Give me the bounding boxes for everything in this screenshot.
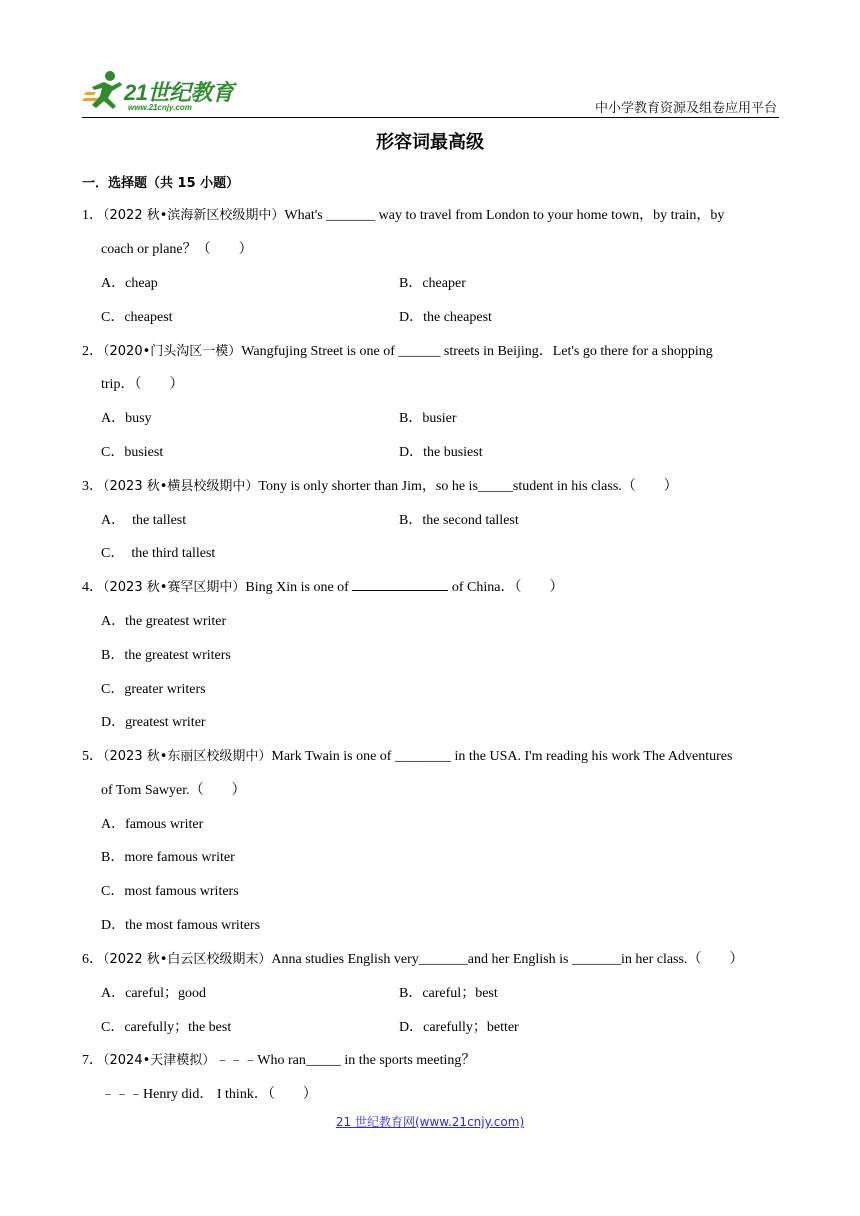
- page-title: 形容词最高级: [376, 132, 484, 153]
- question-source: （2022 秋•滨海新区校级期中）: [103, 208, 285, 223]
- question-number: 4．: [82, 580, 103, 595]
- option-b[interactable]: B．more famous writer: [101, 850, 235, 865]
- question-source: （2023 秋•赛罕区期中）: [103, 580, 246, 595]
- platform-name: 中小学教育资源及组卷应用平台: [594, 101, 777, 116]
- logo-text: 21世纪教育: [124, 80, 234, 105]
- question-text-continued: ﹣﹣﹣Henry did． I think．（ ）: [101, 1087, 317, 1102]
- question-text-end: of China．（ ）: [451, 580, 564, 595]
- option-a[interactable]: A．the greatest writer: [101, 614, 227, 629]
- option-a[interactable]: A． the tallest: [101, 513, 187, 528]
- question-text-continued: trip．（ ）: [101, 377, 184, 392]
- option-c[interactable]: C．busiest: [101, 445, 164, 460]
- question-number: 2．: [82, 344, 103, 359]
- question-source: （2024•天津模拟）: [103, 1053, 216, 1068]
- question-text: ﹣﹣﹣Who ran_____ in the sports meeting？: [215, 1053, 476, 1068]
- question-number: 5．: [82, 749, 103, 764]
- question-7: [82, 1049, 475, 1069]
- option-c[interactable]: C． the third tallest: [101, 546, 216, 561]
- option-b[interactable]: B．busier: [399, 411, 457, 426]
- question-2: [82, 340, 713, 360]
- question-source: （2023 秋•东丽区校级期中）: [103, 749, 272, 764]
- option-c[interactable]: C．most famous writers: [101, 884, 239, 899]
- option-a[interactable]: A．famous writer: [101, 817, 204, 832]
- option-b[interactable]: B．the second tallest: [399, 513, 519, 528]
- question-text: Bing Xin is one of: [245, 580, 349, 595]
- question-1: [82, 204, 724, 224]
- question-5: [82, 745, 732, 765]
- question-3: [82, 475, 678, 495]
- question-source: （2020•门头沟区一模）: [103, 344, 242, 359]
- logo: [82, 66, 252, 116]
- option-c[interactable]: C．carefully；the best: [101, 1020, 232, 1035]
- option-a[interactable]: A．busy: [101, 411, 152, 426]
- option-d[interactable]: D．carefully；better: [399, 1020, 519, 1035]
- option-d[interactable]: D．the busiest: [399, 445, 483, 460]
- option-a[interactable]: A．cheap: [101, 276, 158, 291]
- logo-url: www.21cnjy.com: [128, 103, 192, 112]
- question-text: Anna studies English very_______and her English is _______in her class.（ ）: [271, 952, 744, 967]
- answer-blank: [352, 578, 448, 591]
- option-d[interactable]: D．greatest writer: [101, 715, 206, 730]
- option-a[interactable]: A．careful；good: [101, 986, 206, 1001]
- option-c[interactable]: C．greater writers: [101, 682, 206, 697]
- question-number: 7．: [82, 1053, 103, 1068]
- question-text: Wangfujing Street is one of ______ streets in Beijing．Let's go there for a shopping: [241, 344, 713, 359]
- runner-logo-icon: [82, 68, 126, 112]
- question-number: 3．: [82, 479, 103, 494]
- question-4: [82, 576, 563, 596]
- footer-link[interactable]: 21 世纪教育网(www.21cnjy.com): [335, 1115, 525, 1129]
- section-heading: 一．选择题（共 15 小题）: [82, 176, 240, 191]
- option-b[interactable]: B．the greatest writers: [101, 648, 231, 663]
- option-c[interactable]: C．cheapest: [101, 310, 173, 325]
- question-text: Tony is only shorter than Jim，so he is_____student in his class.（ ）: [258, 479, 678, 494]
- question-source: （2023 秋•横县校级期中）: [103, 479, 259, 494]
- question-text: Mark Twain is one of ________ in the USA. I'm reading his work The Adventures: [271, 749, 733, 764]
- option-b[interactable]: B．cheaper: [399, 276, 466, 291]
- question-number: 1．: [82, 208, 103, 223]
- question-text-continued: coach or plane？（ ）: [101, 242, 253, 257]
- option-b[interactable]: B．careful；best: [399, 986, 498, 1001]
- page-header: [82, 66, 779, 118]
- question-text-continued: of Tom Sawyer.（ ）: [101, 783, 246, 798]
- question-text: What's _______ way to travel from London to your home town，by train，by: [284, 208, 725, 223]
- header-divider: [82, 117, 779, 118]
- question-6: [82, 948, 743, 968]
- option-d[interactable]: D．the most famous writers: [101, 918, 261, 933]
- option-d[interactable]: D．the cheapest: [399, 310, 492, 325]
- question-source: （2022 秋•白云区校级期末）: [103, 952, 272, 967]
- question-number: 6．: [82, 952, 103, 967]
